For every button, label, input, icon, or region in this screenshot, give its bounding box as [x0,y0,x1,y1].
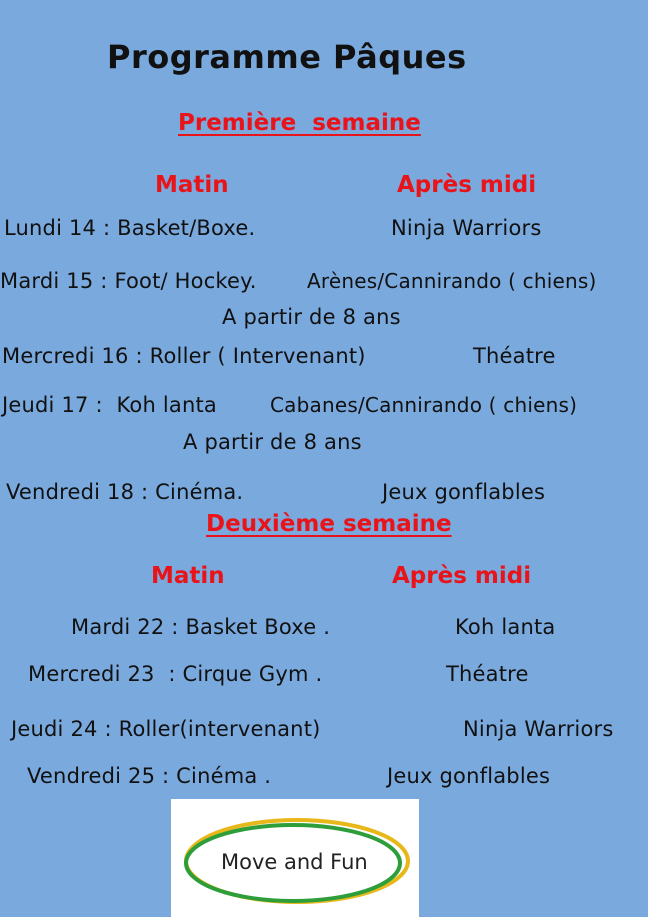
week-2-row-3-morning: Jeudi 24 : Roller(intervenant) [11,717,321,741]
week-1-row-5-morning: Vendredi 18 : Cinéma. [6,480,244,504]
week-1-row-4-note: A partir de 8 ans [183,430,362,454]
week-2-morning-header: Matin [151,563,225,589]
week-2-row-4-morning: Vendredi 25 : Cinéma . [27,764,272,788]
page-title: Programme Pâques [107,38,467,76]
week-2-row-2-morning: Mercredi 23 : Cirque Gym . [28,662,323,686]
week-2-row-2-afternoon: Théatre [446,662,529,686]
week-1-morning-header: Matin [155,172,229,198]
week-2-row-1-morning: Mardi 22 : Basket Boxe . [71,615,331,639]
week-1-row-4-morning: Jeudi 17 : Koh lanta [2,393,217,417]
logo-text: Move and Fun [221,850,368,874]
week-1-row-1-morning: Lundi 14 : Basket/Boxe. [4,216,256,240]
move-and-fun-logo [171,799,419,917]
week-1-row-5-afternoon: Jeux gonflables [382,480,546,504]
week-1-row-2-afternoon: Arènes/Cannirando ( chiens) [307,269,597,293]
week-2-row-1-afternoon: Koh lanta [455,615,556,639]
week-1-heading: Première semaine [178,110,421,136]
week-2-row-4-afternoon: Jeux gonflables [387,764,551,788]
week-1-row-3-morning: Mercredi 16 : Roller ( Intervenant) [2,344,366,368]
week-1-row-4-afternoon: Cabanes/Cannirando ( chiens) [270,393,578,417]
week-1-afternoon-header: Après midi [397,172,537,198]
week-2-heading: Deuxième semaine [206,511,452,537]
week-1-row-2-note: A partir de 8 ans [222,305,401,329]
week-1-row-2-morning: Mardi 15 : Foot/ Hockey. [0,269,257,293]
week-1-row-1-afternoon: Ninja Warriors [391,216,542,240]
week-2-row-3-afternoon: Ninja Warriors [463,717,614,741]
week-2-afternoon-header: Après midi [392,563,532,589]
week-1-row-3-afternoon: Théatre [473,344,556,368]
